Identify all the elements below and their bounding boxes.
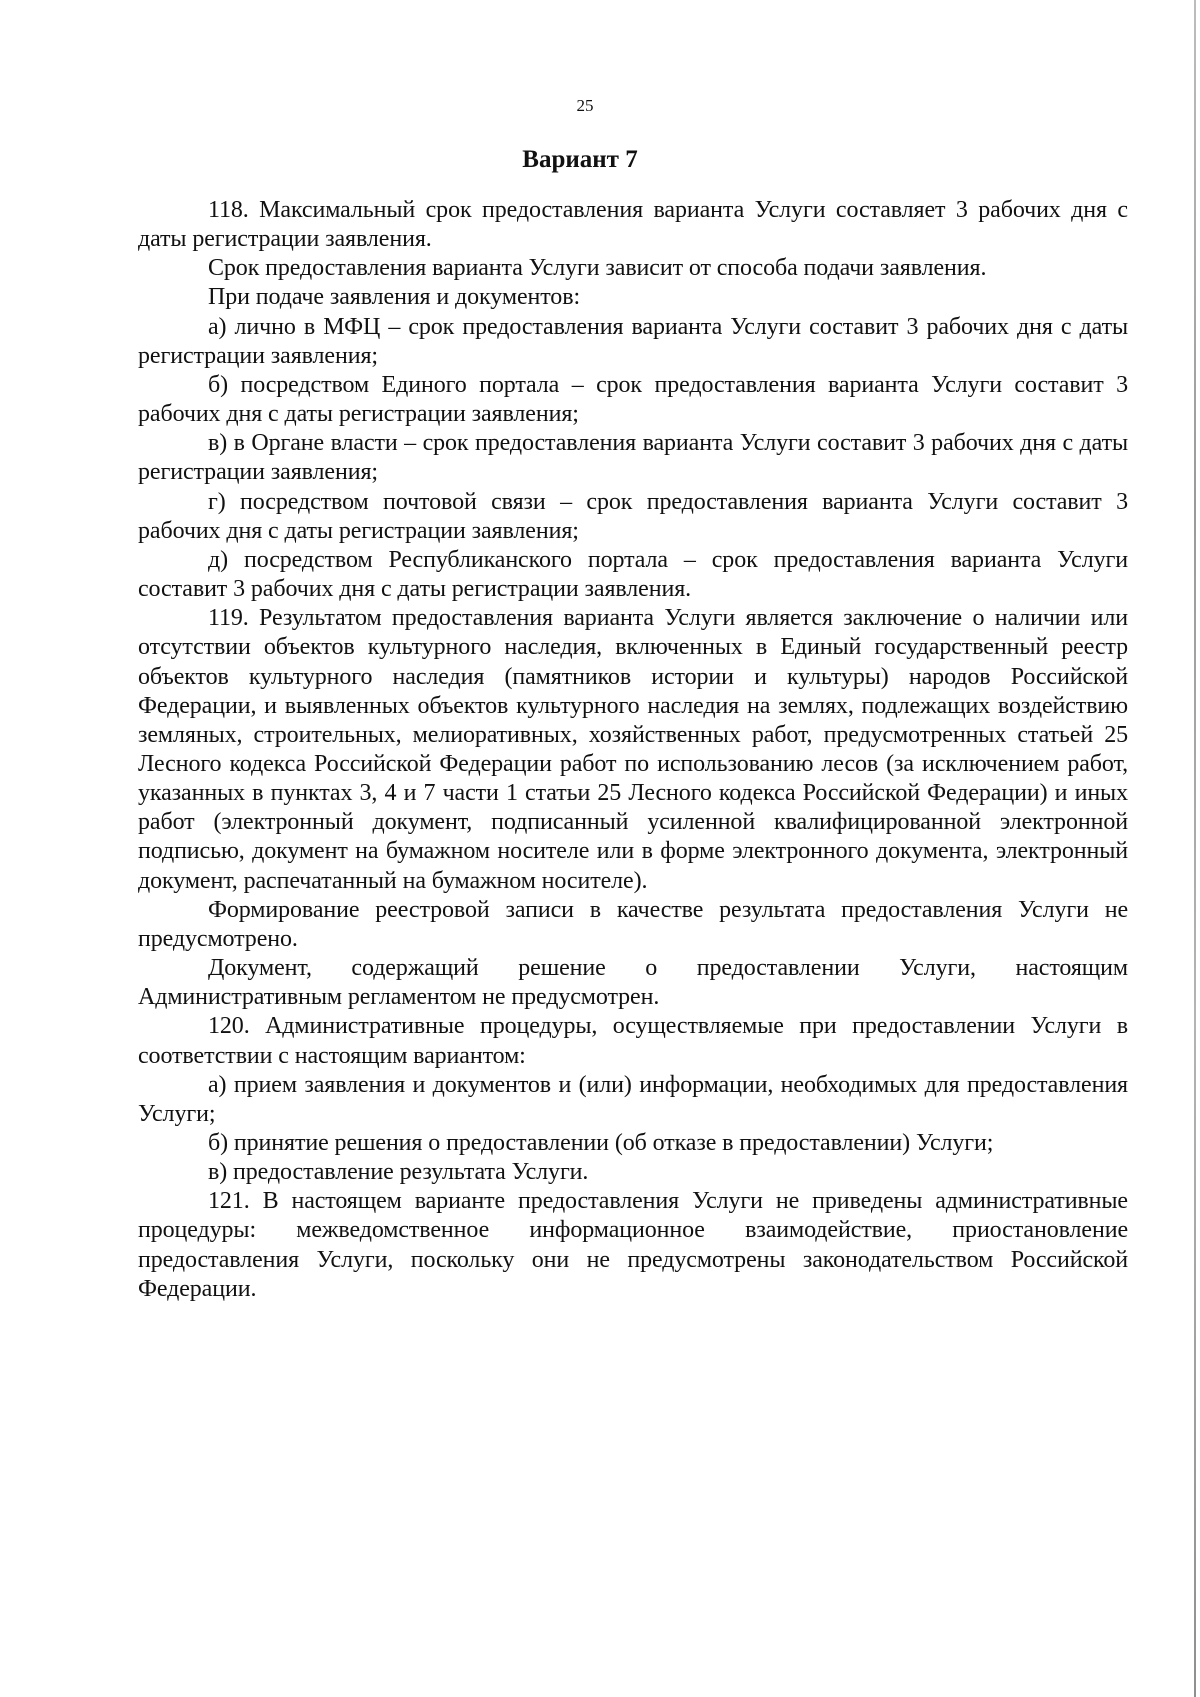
list-item-a-mfc: а) лично в МФЦ – срок предоставления варианта Услуги составит 3 рабочих дня с даты регистрации заявления; xyxy=(138,313,1128,369)
scan-edge-line xyxy=(1194,0,1196,1697)
paragraph-120: 120. Административные процедуры, осуществляемые при предоставлении Услуги в соответствии с настоящим вариантом: xyxy=(138,1013,1128,1069)
paragraph-121: 121. В настоящем варианте предоставления Услуги не приведены административные процедуры: межведомственное информационное взаимодействие, приостановление предоставления Услуги, поскольку они не предусмотрены законодательством Российской Федерации. xyxy=(138,1188,1128,1302)
list-item-g-postal: г) посредством почтовой связи – срок предоставления варианта Услуги составит 3 рабочих дня с даты регистрации заявления; xyxy=(138,488,1128,544)
list-item-d-republican-portal: д) посредством Республиканского портала – срок предоставления варианта Услуги составит 3 рабочих дня с даты регистрации заявления. xyxy=(138,546,1128,603)
paragraph-registry-record: Формирование реестровой записи в качестве результата предоставления Услуги не предусмотрено. xyxy=(138,896,1128,952)
paragraph-118: 118. Максимальный срок предоставления варианта Услуги составляет 3 рабочих дня с даты регистрации заявления. xyxy=(138,197,1128,253)
list-item-b-unified-portal: б) посредством Единого портала – срок предоставления варианта Услуги составит 3 рабочих дня с даты регистрации заявления; xyxy=(138,371,1128,428)
list-item-v-authority: в) в Органе власти – срок предоставления варианта Услуги составит 3 рабочих дня с даты регистрации заявления; xyxy=(138,430,1128,486)
paragraph-term-dependency: Срок предоставления варианта Услуги зависит от способа подачи заявления. xyxy=(208,255,987,282)
paragraph-decision-document: Документ, содержащий решение о предоставлении Услуги, настоящим Административным регламентом не предусмотрен. xyxy=(138,955,1128,1011)
list-item-a-reception: а) прием заявления и документов и (или) информации, необходимых для предоставления Услуги; xyxy=(138,1071,1128,1127)
paragraph-119: 119. Результатом предоставления варианта Услуги является заключение о наличии или отсутствии объектов культурного наследия, включенных в Единый государственный реестр объектов культурного наследия (памятников истории и культуры) народов Российской Федерации, и выявленных объектов культурного наследия на землях, подлежащих воздействию земляных, строительных, мелиоративных, хозяйственных работ, предусмотренных статьей 25 Лесного кодекса Российской Федерации работ по использованию лесов (за исключением работ, указанных в пунктах 3, 4 и 7 части 1 статьи 25 Лесного кодекса Российской Федерации) и иных работ (электронный документ, подписанный усиленной квалифицированной электронной подписью, документ на бумажном носителе или в форме электронного документа, электронный документ, распечатанный на бумажном носителе). xyxy=(138,605,1128,894)
document-body xyxy=(138,196,1128,1304)
page-number: 25 xyxy=(576,96,594,115)
list-item-b-decision: б) принятие решения о предоставлении (об отказе в предоставлении) Услуги; xyxy=(208,1130,994,1156)
paragraph-submission-intro: При подаче заявления и документов: xyxy=(208,284,581,311)
section-title: Вариант 7 xyxy=(522,146,638,173)
list-item-v-result: в) предоставление результата Услуги. xyxy=(208,1159,589,1186)
